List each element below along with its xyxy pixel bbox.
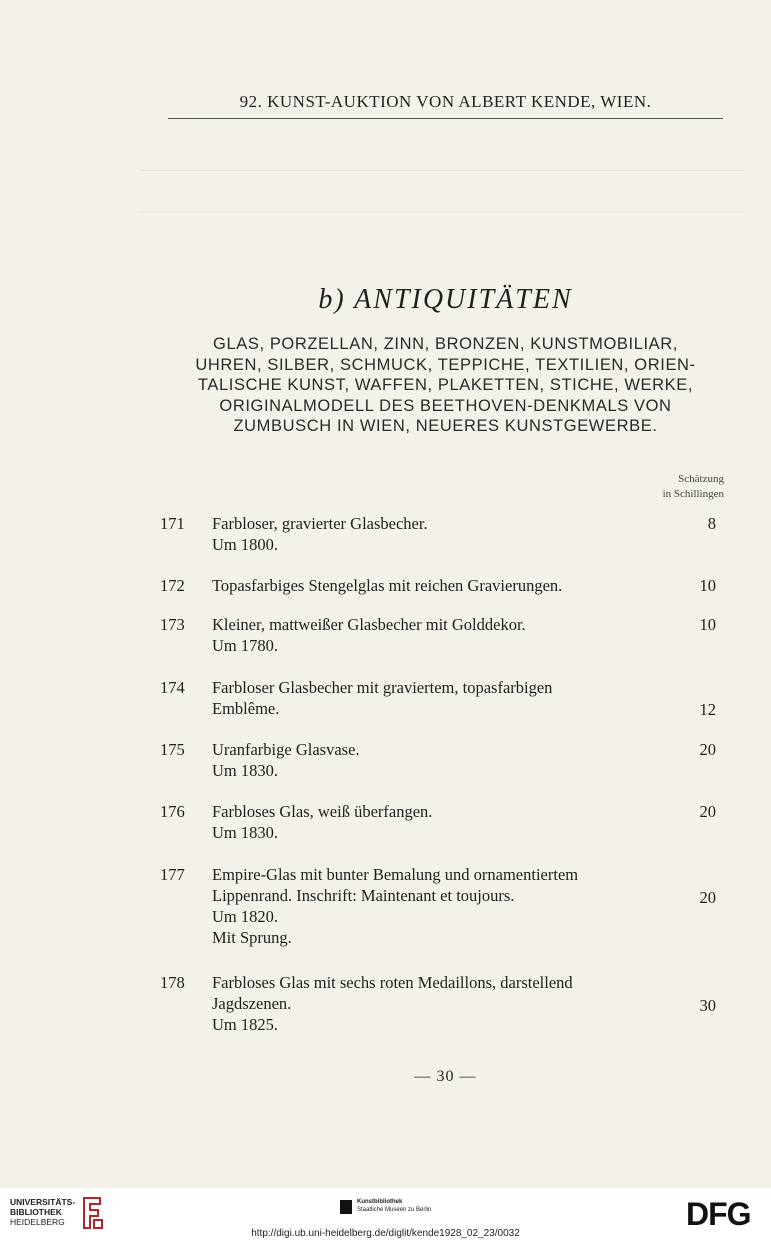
lot-estimate: 20 xyxy=(699,888,716,907)
subtitle-line: TALISCHE KUNST, WAFFEN, PLAKETTEN, STICHE, WERKE, xyxy=(197,376,694,394)
lot-line: Mit Sprung. xyxy=(212,928,292,947)
section-subtitle xyxy=(168,334,723,437)
lot-line: Um 1830. xyxy=(212,823,278,842)
lot-description xyxy=(212,864,672,948)
estimate-label-line: in Schillingen xyxy=(662,488,724,500)
lot-line: Um 1780. xyxy=(212,636,278,655)
lot-description xyxy=(212,614,672,656)
lot-estimate: 12 xyxy=(699,700,716,719)
kunstbibliothek-logo[interactable] xyxy=(357,1198,431,1214)
lot-line: Farbloses Glas, weiß überfangen. xyxy=(212,802,433,821)
lot-line: Kleiner, mattweißer Glasbecher mit Golddekor. xyxy=(212,615,526,634)
lot-description xyxy=(212,677,672,719)
permalink-url[interactable]: http://digi.ub.uni-heidelberg.de/diglit/kende1928_02_23/0032 xyxy=(251,1228,520,1239)
lot-line: Jagdszenen. xyxy=(212,994,292,1013)
lot-number: 173 xyxy=(160,615,185,634)
lot-line: Empire-Glas mit bunter Bemalung und ornamentiertem xyxy=(212,865,579,884)
lot-line: Um 1820. xyxy=(212,907,278,926)
bleed-through-band xyxy=(140,170,745,212)
lot-line: Um 1830. xyxy=(212,761,278,780)
subtitle-line: GLAS, PORZELLAN, ZINN, BRONZEN, KUNSTMOBILIAR, xyxy=(213,335,678,353)
subtitle-line: ZUMBUSCH IN WIEN, NEUERES KUNSTGEWERBE. xyxy=(233,417,658,435)
lot-line: Farbloses Glas mit sechs roten Medaillons, darstellend xyxy=(212,973,573,992)
lot-description xyxy=(212,972,672,1035)
page-header: 92. KUNST-AUKTION VON ALBERT KENDE, WIEN. xyxy=(168,92,723,119)
estimate-column-label xyxy=(600,472,724,502)
viewer-footer xyxy=(0,1188,771,1243)
lot-line: Farbloser Glasbecher mit graviertem, topasfarbigen xyxy=(212,678,553,697)
dfg-logo[interactable]: DFG xyxy=(686,1196,751,1232)
ub-logo-line: HEIDELBERG xyxy=(10,1217,65,1227)
kb-logo-line: Kunstbibliothek xyxy=(357,1199,403,1205)
lot-number: 177 xyxy=(160,865,185,884)
lot-estimate: 30 xyxy=(699,996,716,1015)
lot-line: Um 1800. xyxy=(212,535,278,554)
lot-line: Topasfarbiges Stengelglas mit reichen Gravierungen. xyxy=(212,576,563,595)
lot-line: Emblême. xyxy=(212,699,280,718)
lot-description xyxy=(212,801,672,843)
lot-number: 176 xyxy=(160,802,185,821)
lot-description xyxy=(212,739,672,781)
lot-estimate: 8 xyxy=(707,514,716,533)
page-number: — 30 — xyxy=(414,1068,477,1085)
subtitle-line: ORIGINALMODELL DES BEETHOVEN-DENKMALS VON xyxy=(219,396,672,415)
lot-number: 178 xyxy=(160,973,185,992)
ub-logo-line: UNIVERSITÄTS- xyxy=(10,1197,76,1207)
ub-emblem-icon xyxy=(78,1194,106,1232)
lot-line: Farbloser, gravierter Glasbecher. xyxy=(212,514,428,533)
ub-logo-line: BIBLIOTHEK xyxy=(10,1207,62,1217)
lot-number: 172 xyxy=(160,576,185,595)
lot-description xyxy=(212,575,672,596)
lot-estimate: 10 xyxy=(699,576,716,595)
estimate-label-line: Schätzung xyxy=(678,473,724,485)
lot-estimate: 20 xyxy=(699,740,716,759)
lot-number: 171 xyxy=(160,514,185,533)
kb-logo-line: Staatliche Museen zu Berlin xyxy=(357,1207,432,1213)
lot-line: Lippenrand. Inschrift: Maintenant et toujours. xyxy=(212,886,515,905)
ub-heidelberg-logo[interactable] xyxy=(10,1197,75,1227)
lot-number: 175 xyxy=(160,740,185,759)
lot-line: Uranfarbige Glasvase. xyxy=(212,740,360,759)
kunstbibliothek-logo-icon xyxy=(340,1200,352,1214)
subtitle-line: UHREN, SILBER, SCHMUCK, TEPPICHE, TEXTILIEN, ORIEN- xyxy=(195,355,696,374)
lot-estimate: 10 xyxy=(699,615,716,634)
lot-number: 174 xyxy=(160,678,185,697)
lot-description xyxy=(212,513,672,555)
lot-estimate: 20 xyxy=(699,802,716,821)
lot-line: Um 1825. xyxy=(212,1015,278,1034)
section-title: b) ANTIQUITÄTEN xyxy=(318,284,573,315)
